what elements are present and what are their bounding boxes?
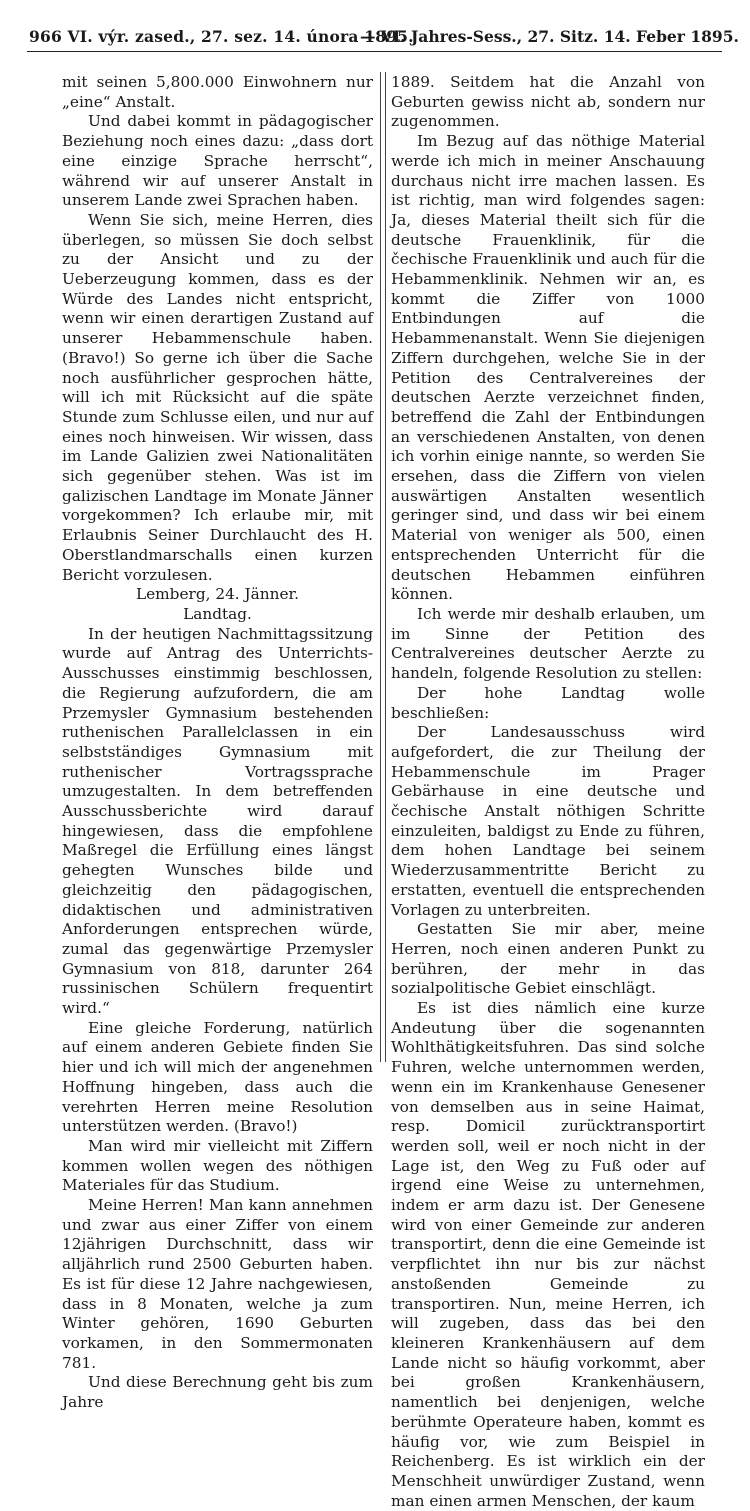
header-czech: 966 VI. výr. zased., 27. sez. 14. února 1895. [29, 27, 414, 46]
right-paragraph-1: 1889. Seitdem hat die Anzahl von Geburten gewiss nicht ab, sondern nur zugenommen. [391, 73, 705, 131]
resolution-text: Der Landesausschuss wird aufgefordert, die zur Theilung der Hebammenschule im Prager Gebärhause in eine deutsche und čechische Anstalt nöthigen Schritte einzuleiten, baldigst zu Ende zu führen, dem hohen Landtage bei seinem Wiederzusammentritte Bericht zu erstatten, eventuell die entsprechenden Vorlagen zu unterbreiten. [391, 723, 705, 919]
column-divider-left-line [380, 72, 381, 1062]
right-paragraph-3: Ich werde mir deshalb erlauben, um im Sinne der Petition des Centralvereines deutscher Aerzte zu handeln, folgende Resolution zu stellen: [391, 604, 705, 683]
left-paragraph-6: Meine Herren! Man kann annehmen und zwar aus einer Ziffer von einem 12jährigen Durchschnitt, dass wir alljährlich rund 2500 Geburten haben. Es ist für diese 12 Jahre nachgewiesen, dass in 8 Monaten, welche ja zum Winter gehören, 1690 Geburten vorkamen, in den Sommermonaten 781. [62, 1196, 373, 1372]
right-column [391, 73, 705, 1511]
left-paragraph-4: Eine gleiche Forderung, natürlich auf einem anderen Gebiete finden Sie hier und ich will mich der angenehmen Hoffnung hingeben, dass auch die verehrten Herren meine Resolution unterstützen werden. (Bravo!) [62, 1018, 373, 1136]
left-paragraph-3: Wenn Sie sich, meine Herren, dies überlegen, so müssen Sie doch selbst zu der Ansicht und zu der Ueberzeugung kommen, dass es der Würde des Landes nicht entspricht, wenn wir einen derartigen Zustand auf unserer Hebammenschule haben. (Bravo!) So gerne ich über die Sache noch ausführlicher gesprochen hätte, will ich mit Rücksicht auf die späte Stunde zum Schlusse eilen, und nur auf eines noch hinweisen. Wir wissen, dass im Lande Galizien zwei Nationalitäten sich gegenüber stehen. Was ist im galizischen Landtage im Monate Jänner vorgekommen? Ich erlaube mir, mit Erlaubnis Seiner Durchlaucht des H. Oberstlandmarschalls einen kurzen Bericht vorzulesen. [62, 210, 373, 584]
left-paragraph-7: Und diese Berechnung geht bis zum Jahre [62, 1373, 373, 1412]
right-paragraph-4: Gestatten Sie mir aber, meine Herren, noch einen anderen Punkt zu berühren, der mehr in das sozialpolitische Gebiet einschlägt. [391, 920, 705, 998]
header-rule [27, 51, 722, 52]
quote-body: In der heutigen Nachmittagssitzung wurde auf Antrag des Unterrichts-Ausschusses einstimmig beschlossen, die Regierung aufzufordern, die am Przemysler Gymnasium bestehenden ruthenischen Parallelclassen in ein selbstständiges Gymnasium mit ruthenischer Vortragssprache umzugestalten. In dem betreffenden Ausschussberichte wird darauf hingewiesen, dass die empfohlene Maßregel die Erfüllung eines längst gehegten Wunsches bilde und gleichzeitig den pädagogischen, didaktischen und administrativen Anforderungen entsprechen würde, zumal das gegenwärtige Przemysler Gymnasium von 818, darunter 264 russinischen Schülern frequentirt wird.“ [62, 624, 373, 1018]
column-divider-right-line [385, 72, 386, 1062]
right-paragraph-2: Im Bezug auf das nöthige Material werde ich mich in meiner Anschauung durchaus nicht irre machen lassen. Es ist richtig, man wird folgendes sagen: Ja, dieses Material theilt sich für die deutsche Frauenklinik, für die čechische Frauenklinik und auch für die Hebammenklinik. Nehmen wir an, es kommt die Ziffer von 1000 Entbindungen auf die Hebammenanstalt. Wenn Sie diejenigen Ziffern durchgehen, welche Sie in der Petition des Centralvereines der deutschen Aerzte verzeichnet finden, betreffend die Zahl der Entbindungen an verschiedenen Anstalten, von denen ich vorhin einige nannte, so werden Sie ersehen, dass die Ziffern von vielen auswärtigen Anstalten wesentlich geringer sind, und dass wir bei einem Material von weniger als 500, einen entsprechenden Unterricht für die deutschen Hebammen einführen können. [391, 132, 705, 604]
left-paragraph-5: Man wird mir vielleicht mit Ziffern kommen wollen wegen des nöthigen Materiales für das Studium. [62, 1136, 373, 1195]
header-german: — VI. Jahres-Sess., 27. Sitz. 14. Feber 1895. [360, 27, 739, 46]
right-paragraph-5: Es ist dies nämlich eine kurze Andeutung über die sogenannten Wohlthätigkeitsfuhren. Das sind solche Fuhren, welche unternommen werden, wenn ein im Krankenhause Genesener von demselben aus in seine Haimat, resp. Domicil zurücktransportirt werden soll, weil er noch nicht in der Lage ist, den Weg zu Fuß oder auf irgend eine Weise zu unternehmen, indem er arm dazu ist. Der Genesene wird von einer Gemeinde zur anderen transportirt, denn die eine Gemeinde ist verpflichtet ihn nur bis zur nächst anstoßenden Gemeinde zu transportiren. Nun, meine Herren, ich will zugeben, dass das bei den kleineren Krankenhäusern auf dem Lande nicht so häufig vorkommt, aber bei großen Krankenhäusern, namentlich bei denjenigen, welche berühmte Operateure haben, kommt es häufig vor, wie zum Beispiel in Reichenberg. Es ist wirklich ein der Menschheit unwürdiger Zustand, wenn man einen armen Menschen, der kaum [391, 999, 705, 1510]
quote-heading: Landtag. [183, 604, 252, 623]
quote-dateline: Lemberg, 24. Jänner. [135, 585, 300, 604]
resolution-intro: Der hohe Landtag wolle beschließen: [391, 683, 705, 722]
left-paragraph-2: Und dabei kommt in pädagogischer Beziehung noch eines dazu: „dass dort eine einzige Sprache herrscht“, während wir auf unserer Anstalt in unserem Lande zwei Sprachen haben. [62, 112, 373, 210]
left-paragraph-1: mit seinen 5,800.000 Einwohnern nur „eine“ Anstalt. [62, 73, 373, 111]
left-column [62, 73, 373, 1413]
